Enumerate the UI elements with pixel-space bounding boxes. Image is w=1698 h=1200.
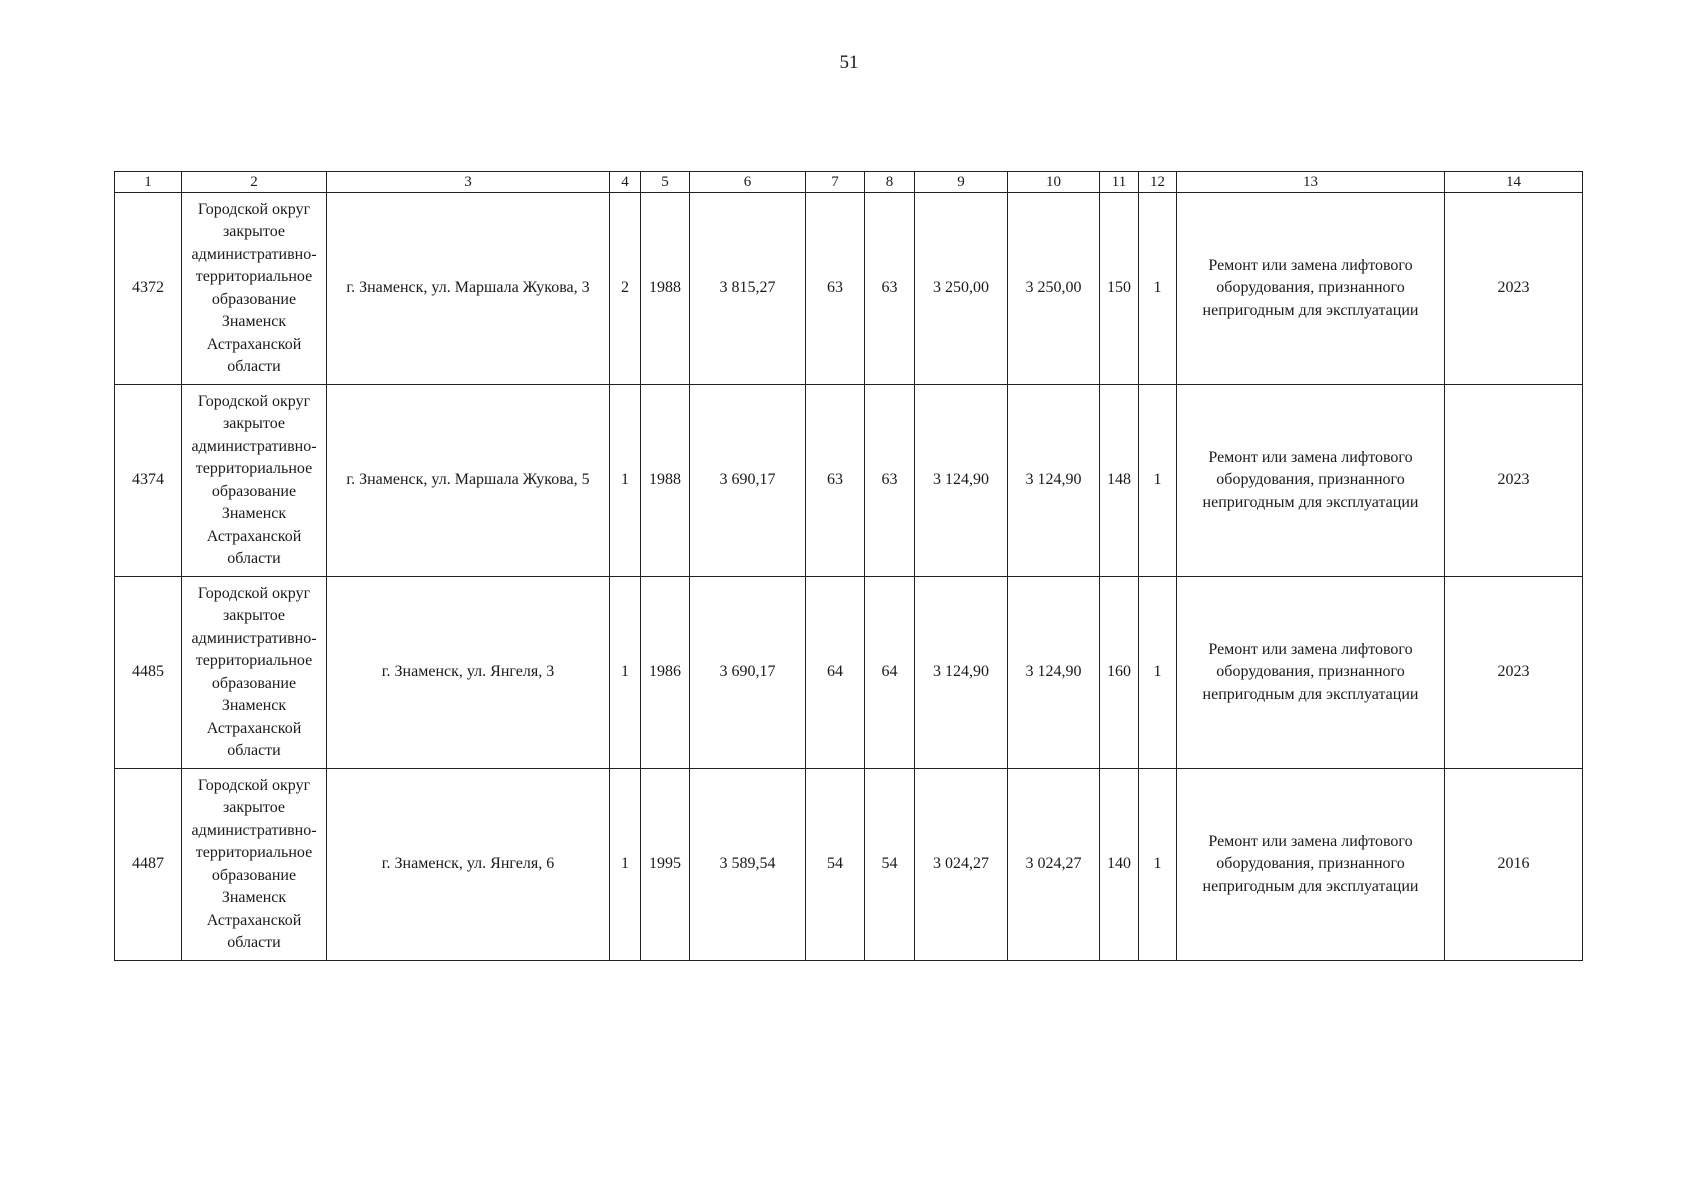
cell-col8: 63 (865, 385, 915, 577)
header-row (115, 172, 1583, 193)
column-header: 10 (1008, 172, 1100, 193)
column-header: 4 (610, 172, 641, 193)
address-cell: г. Знаменск, ул. Маршала Жукова, 5 (327, 385, 610, 577)
repair-schedule-table (114, 171, 1583, 961)
year-cell: 2023 (1445, 193, 1583, 385)
cell-col12: 1 (1139, 193, 1177, 385)
row-id: 4485 (115, 577, 182, 769)
address-cell: г. Знаменск, ул. Янгеля, 3 (327, 577, 610, 769)
table-body (115, 193, 1583, 961)
column-header: 13 (1177, 172, 1445, 193)
work-type-cell: Ремонт или замена лифтового оборудования, признанного непригодным для эксплуатации (1177, 577, 1445, 769)
area-cell: 3 815,27 (690, 193, 806, 385)
address-cell: г. Знаменск, ул. Янгеля, 6 (327, 769, 610, 961)
column-header: 5 (641, 172, 690, 193)
column-header: 6 (690, 172, 806, 193)
cell-col7: 64 (806, 577, 865, 769)
cell-col7: 54 (806, 769, 865, 961)
page-number: 51 (839, 52, 859, 73)
column-header: 3 (327, 172, 610, 193)
cell-col12: 1 (1139, 577, 1177, 769)
cell-col11: 140 (1100, 769, 1139, 961)
cost-cell-col9: 3 250,00 (915, 193, 1008, 385)
cell-col4: 1 (610, 385, 641, 577)
cell-col7: 63 (806, 193, 865, 385)
area-cell: 3 589,54 (690, 769, 806, 961)
table-row (115, 193, 1583, 385)
cell-col4: 2 (610, 193, 641, 385)
cell-col12: 1 (1139, 385, 1177, 577)
column-header: 11 (1100, 172, 1139, 193)
column-header: 12 (1139, 172, 1177, 193)
cell-col11: 148 (1100, 385, 1139, 577)
table-header (115, 172, 1583, 193)
cost-cell-col10: 3 124,90 (1008, 577, 1100, 769)
column-header: 1 (115, 172, 182, 193)
cell-col4: 1 (610, 769, 641, 961)
cost-cell-col10: 3 124,90 (1008, 385, 1100, 577)
work-type-cell: Ремонт или замена лифтового оборудования, признанного непригодным для эксплуатации (1177, 193, 1445, 385)
municipality-cell: Городской округ закрытое административно-территориальное образование Знаменск Астраханской области (182, 385, 327, 577)
year-built-cell: 1988 (641, 385, 690, 577)
cell-col11: 160 (1100, 577, 1139, 769)
table-row (115, 385, 1583, 577)
column-header: 8 (865, 172, 915, 193)
cell-col8: 54 (865, 769, 915, 961)
table-row (115, 577, 1583, 769)
row-id: 4487 (115, 769, 182, 961)
cell-col7: 63 (806, 385, 865, 577)
address-cell: г. Знаменск, ул. Маршала Жукова, 3 (327, 193, 610, 385)
row-id: 4374 (115, 385, 182, 577)
year-built-cell: 1988 (641, 193, 690, 385)
row-id: 4372 (115, 193, 182, 385)
cost-cell-col9: 3 124,90 (915, 385, 1008, 577)
year-built-cell: 1986 (641, 577, 690, 769)
cost-cell-col9: 3 124,90 (915, 577, 1008, 769)
cost-cell-col9: 3 024,27 (915, 769, 1008, 961)
work-type-cell: Ремонт или замена лифтового оборудования, признанного непригодным для эксплуатации (1177, 385, 1445, 577)
cell-col8: 64 (865, 577, 915, 769)
municipality-cell: Городской округ закрытое административно-территориальное образование Знаменск Астраханской области (182, 769, 327, 961)
year-cell: 2023 (1445, 577, 1583, 769)
year-cell: 2016 (1445, 769, 1583, 961)
column-header: 2 (182, 172, 327, 193)
year-cell: 2023 (1445, 385, 1583, 577)
column-header: 9 (915, 172, 1008, 193)
work-type-cell: Ремонт или замена лифтового оборудования, признанного непригодным для эксплуатации (1177, 769, 1445, 961)
cell-col4: 1 (610, 577, 641, 769)
year-built-cell: 1995 (641, 769, 690, 961)
area-cell: 3 690,17 (690, 577, 806, 769)
cost-cell-col10: 3 024,27 (1008, 769, 1100, 961)
municipality-cell: Городской округ закрытое административно-территориальное образование Знаменск Астраханской области (182, 577, 327, 769)
table-row (115, 769, 1583, 961)
column-header: 14 (1445, 172, 1583, 193)
municipality-cell: Городской округ закрытое административно-территориальное образование Знаменск Астраханской области (182, 193, 327, 385)
area-cell: 3 690,17 (690, 385, 806, 577)
cell-col11: 150 (1100, 193, 1139, 385)
cell-col12: 1 (1139, 769, 1177, 961)
cell-col8: 63 (865, 193, 915, 385)
column-header: 7 (806, 172, 865, 193)
cost-cell-col10: 3 250,00 (1008, 193, 1100, 385)
